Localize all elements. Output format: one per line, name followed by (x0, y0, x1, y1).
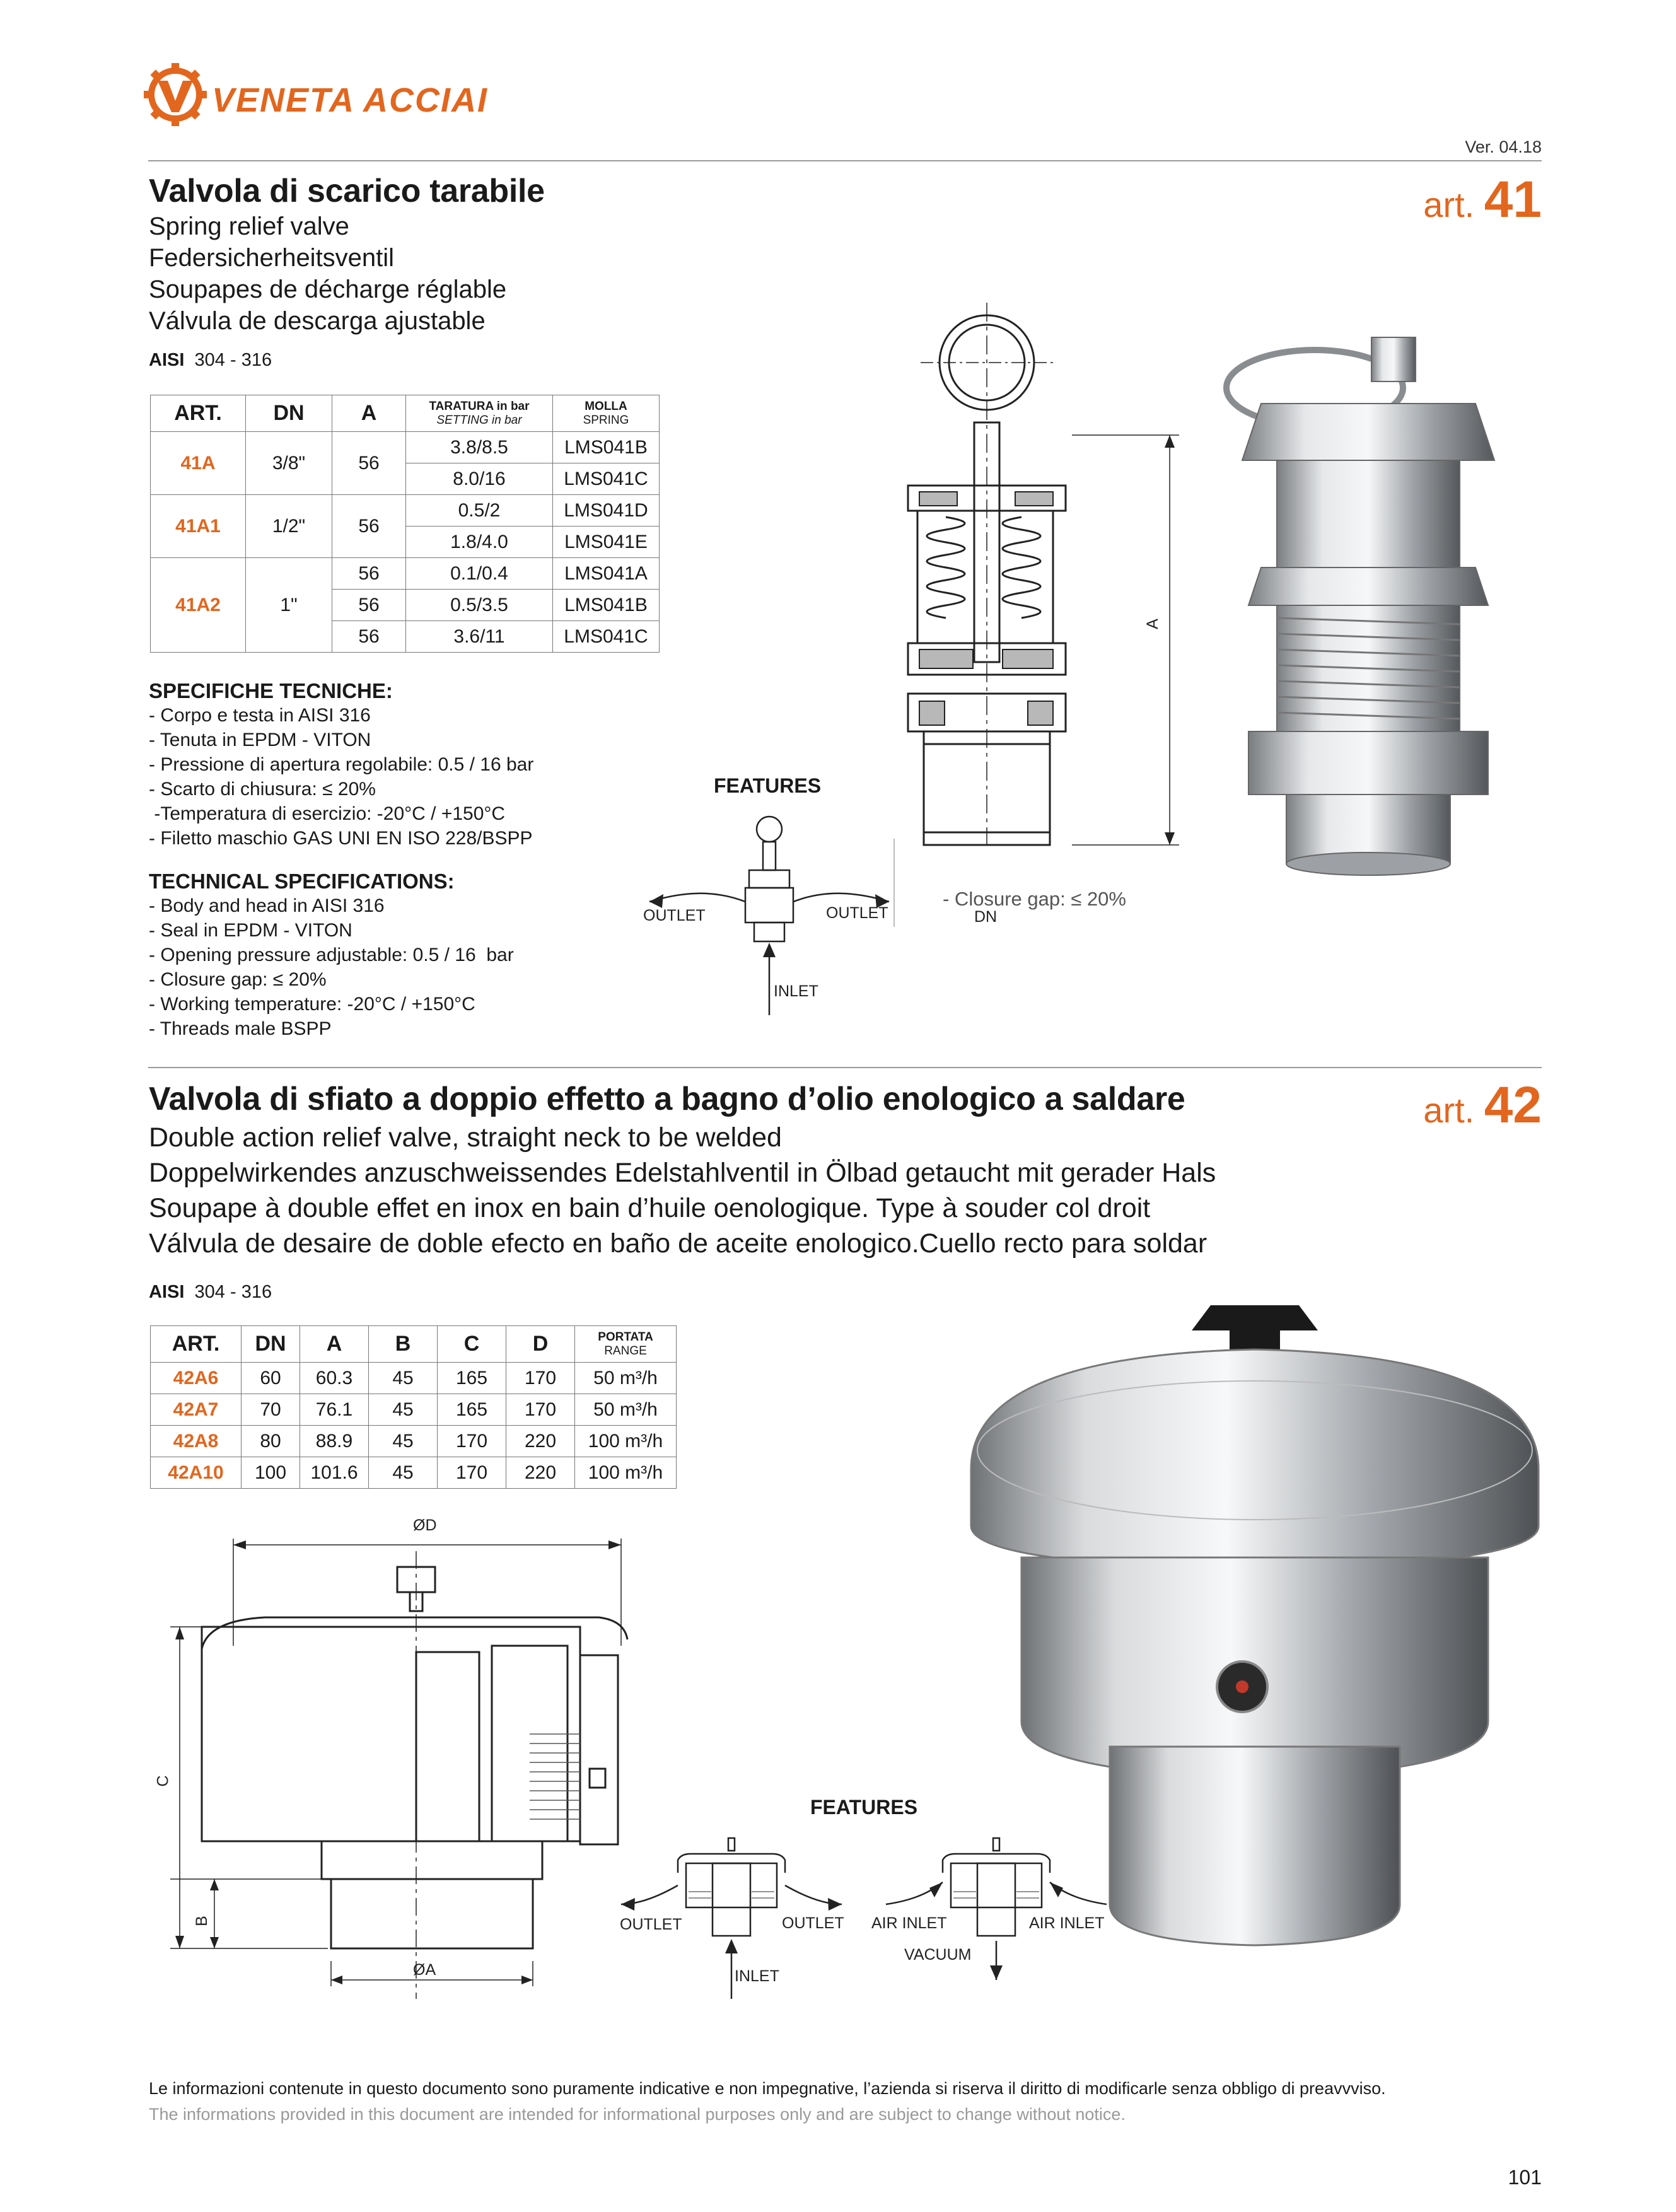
aisi-value: 304 - 316 (194, 1282, 272, 1302)
c-cell: 165 (438, 1394, 506, 1426)
art41-specs-it (149, 678, 533, 851)
specs-it-title: SPECIFICHE TECNICHE: (149, 679, 393, 702)
art42-subtitles (149, 1120, 1216, 1261)
specs-en-title: TECHNICAL SPECIFICATIONS: (149, 870, 455, 893)
art42-section-drawing (164, 1526, 643, 1999)
c-cell: 165 (438, 1363, 506, 1394)
col-art: ART. (151, 395, 246, 432)
art42-outlet-left: OUTLET (620, 1916, 682, 1933)
aisi-label: AISI (149, 1282, 185, 1302)
header-rule (148, 160, 1542, 161)
col-setting (406, 395, 553, 432)
art41-number-label (1423, 170, 1542, 230)
art41-features-label: FEATURES (714, 774, 822, 797)
art42-dim-c: C (154, 1775, 172, 1787)
art42-features-label: FEATURES (810, 1796, 918, 1819)
spring-cell: LMS041B (553, 590, 660, 621)
art-prefix: art. (1423, 185, 1475, 224)
spring-cell: LMS041C (553, 621, 660, 653)
a-cell: 101.6 (300, 1457, 369, 1489)
dn-cell: 80 (242, 1426, 300, 1457)
art-prefix: art. (1423, 1090, 1475, 1130)
a-cell: 60.3 (300, 1363, 369, 1394)
art42-inlet: INLET (735, 1967, 779, 1985)
table-row (151, 1363, 677, 1394)
art41-specs-en (149, 869, 514, 1041)
art41-aisi (149, 350, 272, 371)
art42-air-inlet-left: AIR INLET (871, 1914, 947, 1932)
setting-cell: 3.8/8.5 (406, 432, 553, 463)
art42-dim-d: ØD (413, 1516, 437, 1534)
art41-subtitles (149, 211, 506, 337)
art42-dim-a: ØA (413, 1961, 436, 1979)
d-cell: 170 (506, 1394, 575, 1426)
art41-title: Valvola di scarico tarabile (149, 173, 545, 209)
dn-cell: 1" (246, 558, 332, 653)
a-cell: 56 (332, 590, 406, 621)
art-code: 41A1 (151, 495, 246, 558)
art42-aisi (149, 1282, 272, 1303)
col-portata: PORTATA (598, 1330, 653, 1344)
art41-dim-a: A (1143, 619, 1161, 629)
a-cell: 88.9 (300, 1426, 369, 1457)
spring-cell: LMS041B (553, 432, 660, 463)
art42-number-label (1423, 1076, 1542, 1135)
art-code: 41A (151, 432, 246, 495)
col-setting-en: SETTING in bar (436, 413, 522, 427)
brand-name: VENETA ACCIAI (212, 81, 489, 119)
art-code: 42A8 (151, 1426, 242, 1457)
table-row (151, 432, 660, 463)
spec-line: - Filetto maschio GAS UNI EN ISO 228/BSPP (149, 828, 533, 849)
art41-outlet-left: OUTLET (643, 907, 706, 924)
col-spring-en: SPRING (583, 413, 629, 427)
footer-disclaimer-en: The informations provided in this document are intended for informational purposes only and are subject to change without notice. (149, 2105, 1126, 2124)
col-spring (553, 395, 660, 432)
art41-closure-note: - Closure gap: ≤ 20% (943, 888, 1126, 910)
art42-dim-b: B (192, 1916, 211, 1926)
aisi-label: AISI (149, 350, 185, 370)
spec-line: - Opening pressure adjustable: 0.5 / 16 bar (149, 945, 514, 965)
spring-cell: LMS041E (553, 527, 660, 558)
spec-line: - Body and head in AISI 316 (149, 895, 385, 916)
spec-line: - Corpo e testa in AISI 316 (149, 705, 371, 726)
spring-cell: LMS041A (553, 558, 660, 590)
art41-subtitle-es: Válvula de descarga ajustable (149, 307, 486, 335)
col-range-en: RANGE (604, 1344, 647, 1358)
art42-table (150, 1325, 677, 1489)
b-cell: 45 (369, 1457, 438, 1489)
spec-line: -Temperatura di esercizio: -20°C / +150°C (149, 803, 506, 824)
col-dn: DN (246, 395, 332, 432)
art42-title: Valvola di sfiato a doppio effetto a bagno d’olio enologico a saldare (149, 1081, 1185, 1117)
a-cell: 56 (332, 558, 406, 590)
art-code: 42A7 (151, 1394, 242, 1426)
b-cell: 45 (369, 1363, 438, 1394)
spring-cell: LMS041C (553, 463, 660, 495)
d-cell: 220 (506, 1426, 575, 1457)
c-cell: 170 (438, 1426, 506, 1457)
page-number: 101 (1508, 2166, 1542, 2189)
d-cell: 220 (506, 1457, 575, 1489)
setting-cell: 8.0/16 (406, 463, 553, 495)
col-a: A (300, 1326, 369, 1363)
section-divider (148, 1067, 1542, 1068)
art41-table (150, 395, 660, 653)
art41-product-photo (1217, 328, 1520, 876)
art42-subtitle-en: Double action relief valve, straight neck to be welded (149, 1122, 782, 1153)
art42-vacuum: VACUUM (904, 1946, 972, 1964)
art-code: 42A10 (151, 1457, 242, 1489)
art-code: 41A2 (151, 558, 246, 653)
col-molla: MOLLA (585, 399, 627, 413)
table-row (151, 558, 660, 590)
art42-subtitle-es: Válvula de desaire de doble efecto en baño de aceite enologico.Cuello recto para soldar (149, 1228, 1208, 1259)
range-cell: 50 m³/h (575, 1394, 677, 1426)
art-number: 41 (1484, 171, 1542, 228)
art41-section-drawing (883, 303, 1211, 845)
c-cell: 170 (438, 1457, 506, 1489)
dn-cell: 3/8" (246, 432, 332, 495)
col-dn: DN (242, 1326, 300, 1363)
dn-cell: 70 (242, 1394, 300, 1426)
art42-outlet-right: OUTLET (782, 1914, 844, 1932)
range-cell: 100 m³/h (575, 1457, 677, 1489)
aisi-value: 304 - 316 (194, 350, 272, 370)
col-b: B (369, 1326, 438, 1363)
col-art: ART. (151, 1326, 242, 1363)
art42-subtitle-fr: Soupape à double effet en inox en bain d’huile oenologique. Type à souder col droit (149, 1193, 1151, 1223)
spec-line: - Seal in EPDM - VITON (149, 920, 352, 941)
col-taratura: TARATURA in bar (429, 399, 530, 413)
art41-inlet: INLET (774, 982, 818, 1000)
setting-cell: 3.6/11 (406, 621, 553, 653)
a-cell: 56 (332, 432, 406, 495)
art42-subtitle-de: Doppelwirkendes anzuschweissendes Edelstahlventil in Ölbad getaucht mit gerader Hals (149, 1158, 1216, 1188)
art41-features-divider (893, 839, 895, 927)
a-cell: 56 (332, 495, 406, 558)
col-a: A (332, 395, 406, 432)
setting-cell: 0.1/0.4 (406, 558, 553, 590)
b-cell: 45 (369, 1394, 438, 1426)
spec-line: - Tenuta in EPDM - VITON (149, 730, 371, 750)
art41-subtitle-de: Federsicherheitsventil (149, 244, 395, 272)
art41-outlet-right: OUTLET (826, 904, 888, 922)
col-range (575, 1326, 677, 1363)
spec-line: - Pressione di apertura regolabile: 0.5 / 16 bar (149, 754, 534, 775)
table-row (151, 495, 660, 527)
a-cell: 76.1 (300, 1394, 369, 1426)
version-label: Ver. 04.18 (1465, 137, 1542, 156)
art-code: 42A6 (151, 1363, 242, 1394)
art41-subtitle-en: Spring relief valve (149, 212, 349, 240)
d-cell: 170 (506, 1363, 575, 1394)
spec-line: - Threads male BSPP (149, 1018, 332, 1039)
range-cell: 50 m³/h (575, 1363, 677, 1394)
dn-cell: 100 (242, 1457, 300, 1489)
art42-air-inlet-right: AIR INLET (1029, 1914, 1105, 1932)
spring-cell: LMS041D (553, 495, 660, 527)
spec-line: - Closure gap: ≤ 20% (149, 969, 327, 990)
art41-dim-dn: DN (974, 908, 998, 926)
b-cell: 45 (369, 1426, 438, 1457)
spec-line: - Scarto di chiusura: ≤ 20% (149, 779, 376, 800)
art41-subtitle-fr: Soupapes de décharge réglable (149, 276, 507, 303)
art-number: 42 (1484, 1076, 1542, 1134)
col-d: D (506, 1326, 575, 1363)
setting-cell: 0.5/3.5 (406, 590, 553, 621)
dn-cell: 60 (242, 1363, 300, 1394)
setting-cell: 0.5/2 (406, 495, 553, 527)
brand-logo-icon (144, 63, 207, 126)
range-cell: 100 m³/h (575, 1426, 677, 1457)
table-row (151, 1426, 677, 1457)
col-c: C (438, 1326, 506, 1363)
table-row (151, 1457, 677, 1489)
table-row (151, 1394, 677, 1426)
spec-line: - Working temperature: -20°C / +150°C (149, 994, 475, 1015)
a-cell: 56 (332, 621, 406, 653)
dn-cell: 1/2" (246, 495, 332, 558)
setting-cell: 1.8/4.0 (406, 527, 553, 558)
footer-disclaimer-it: Le informazioni contenute in questo documento sono puramente indicative e non impegnative, l’azienda si riserva il diritto di modificarle senza obbligo di preavvviso. (149, 2079, 1386, 2098)
